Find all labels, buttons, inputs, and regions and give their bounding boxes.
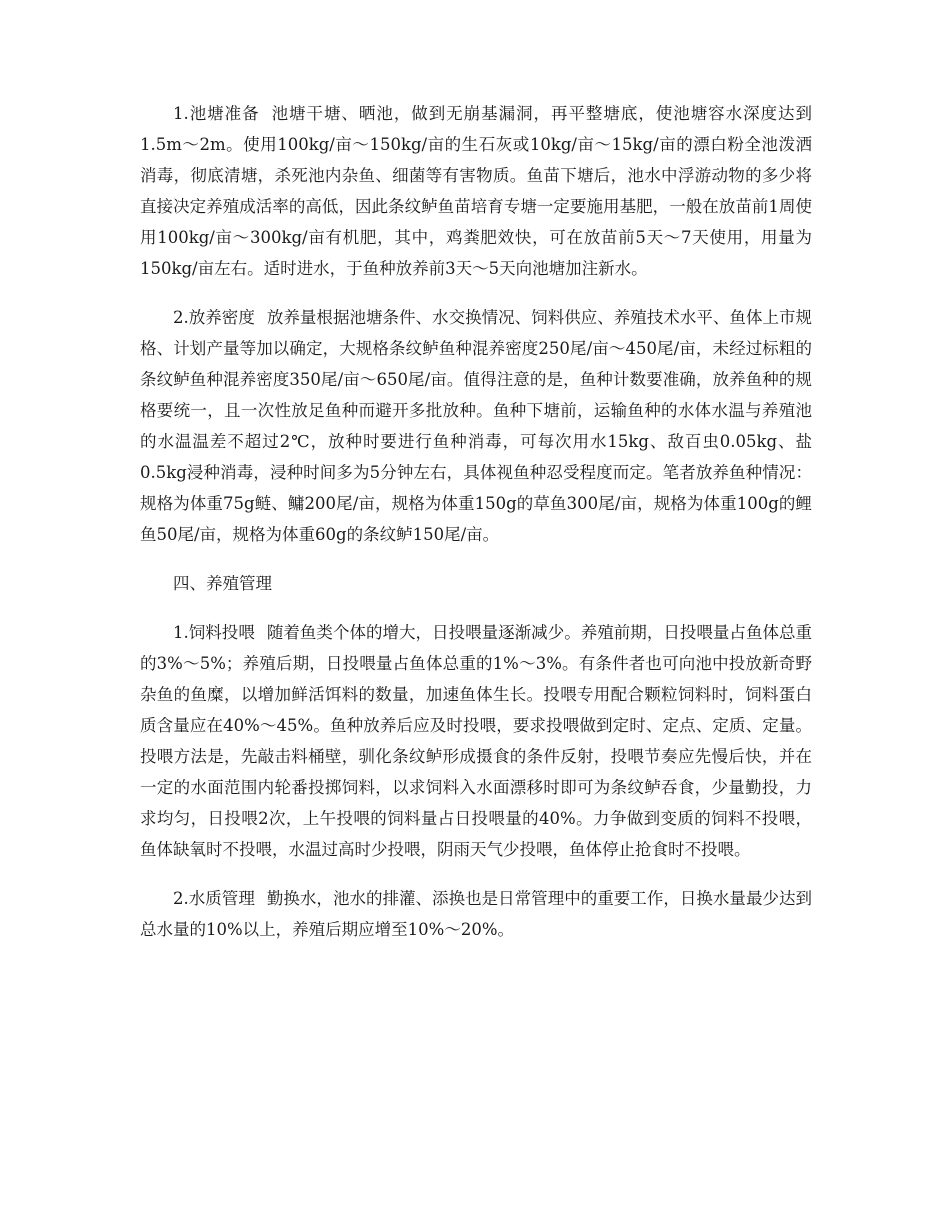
paragraph-lead: 2.水质管理 xyxy=(173,889,255,908)
paragraph-text: 池塘干塘、晒池，做到无崩基漏洞，再平整塘底，使池塘容水深度达到1.5m～2m。使用100kg/亩～150kg/亩的生石灰或10kg/亩～15kg/亩的漂白粉全池泼洒消毒，彻底清塘，杀死池内杂鱼、细菌等有害物质。鱼苗下塘后，池水中浮游动物的多少将直接决定养殖成活率的高低，因此条纹鲈鱼苗培育专塘一定要施用基肥，一般在放苗前1周使用100kg/亩～300kg/亩有机肥，其中，鸡粪肥效快，可在放苗前5天～7天使用，用量为150kg/亩左右。适时进水，于鱼种放养前3天～5天向池塘加注新水。 xyxy=(140,104,813,278)
paragraph-water-quality xyxy=(140,883,812,945)
paragraph-stocking-density xyxy=(140,302,812,550)
paragraph-text: 勤换水，池水的排灌、添换也是日常管理中的重要工作，日换水量最少达到总水量的10%以上，养殖后期应增至10%～20%。 xyxy=(140,889,813,939)
paragraph-lead: 1.饲料投喂 xyxy=(173,623,255,642)
document-body xyxy=(140,98,812,963)
paragraph-lead: 1.池塘准备 xyxy=(173,104,260,123)
paragraph-text: 放养量根据池塘条件、水交换情况、饲料供应、养殖技术水平、鱼体上市规格、计划产量等加以确定，大规格条纹鲈鱼种混养密度250尾/亩～450尾/亩，未经过标粗的条纹鲈鱼种混养密度350尾/亩～650尾/亩。值得注意的是，鱼种计数要准确，放养鱼种的规格要统一，且一次性放足鱼种而避开多批放种。鱼种下塘前，运输鱼种的水体水温与养殖池的水温温差不超过2℃，放种时要进行鱼种消毒，可每次用水15kg、敌百虫0.05kg、盐0.5kg浸种消毒，浸种时间多为5分钟左右，具体视鱼种忍受程度而定。笔者放养鱼种情况：规格为体重75g鲢、鳙200尾/亩，规格为体重150g的草鱼300尾/亩，规格为体重100g的鲤鱼50尾/亩，规格为体重60g的条纹鲈150尾/亩。 xyxy=(140,308,813,544)
paragraph-lead: 2.放养密度 xyxy=(173,308,255,327)
paragraph-feeding xyxy=(140,617,812,865)
paragraph-text: 随着鱼类个体的增大，日投喂量逐渐减少。养殖前期，日投喂量占鱼体总重的3%～5%；养殖后期，日投喂量占鱼体总重的1%～3%。有条件者也可向池中投放新奇野杂鱼的鱼糜，以增加鲜活饵料的数量，加速鱼体生长。投喂专用配合颗粒饲料时，饲料蛋白质含量应在40%～45%。鱼种放养后应及时投喂，要求投喂做到定时、定点、定质、定量。投喂方法是，先敲击料桶壁，驯化条纹鲈形成摄食的条件反射，投喂节奏应先慢后快，并在一定的水面范围内轮番投掷饲料，以求饲料入水面漂移时即可为条纹鲈吞食，少量勤投，力求均匀，日投喂2次，上午投喂的饲料量占日投喂量的40%。力争做到变质的饲料不投喂，鱼体缺氧时不投喂，水温过高时少投喂，阴雨天气少投喂，鱼体停止抢食时不投喂。 xyxy=(140,623,813,859)
paragraph-pond-preparation xyxy=(140,98,812,284)
section-heading: 四、养殖管理 xyxy=(173,574,272,593)
